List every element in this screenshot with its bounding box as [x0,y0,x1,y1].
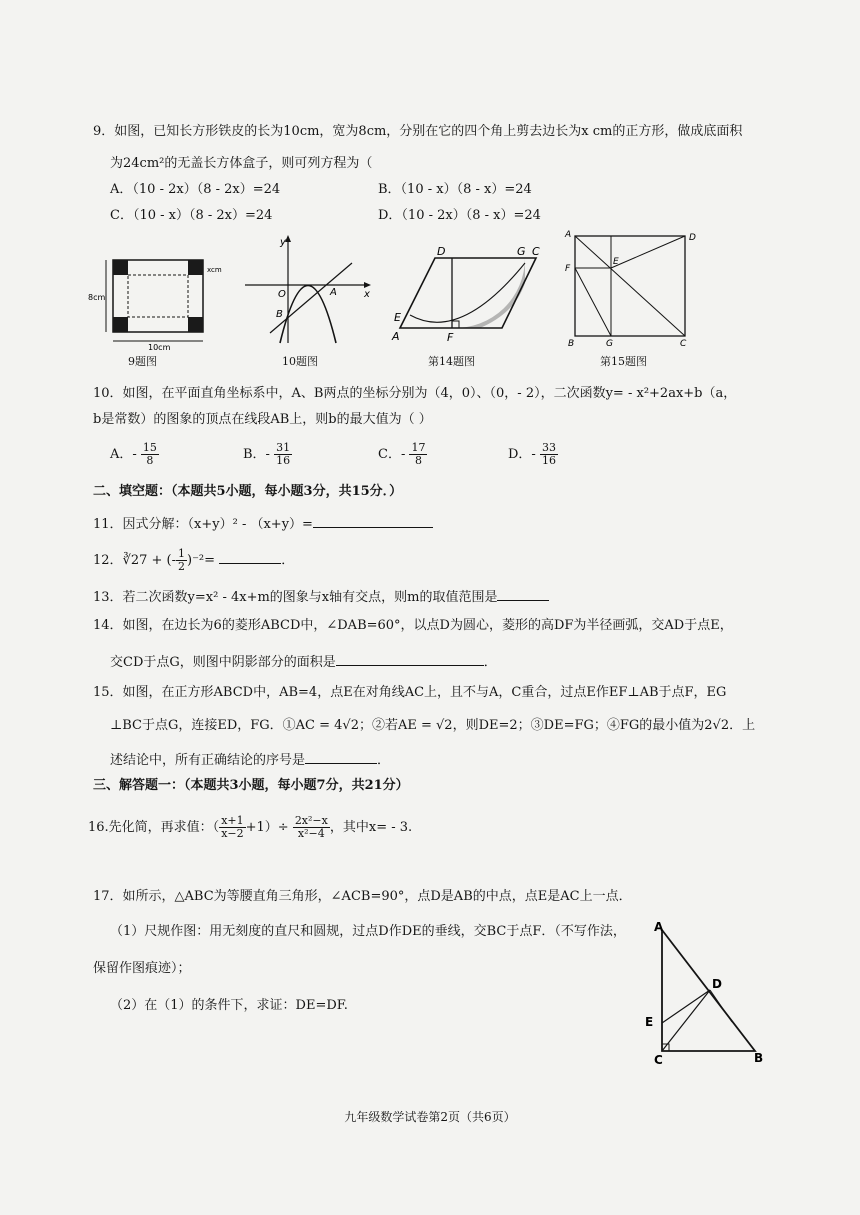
fig14-caption: 第14题图 [428,355,475,368]
q17-line1: 17．如所示，△ABC为等腰直角三角形，∠ACB=90°，点D是AB的中点，点E是AC上一点． [93,889,632,904]
q9-line1: 9．如图，已知长方形铁皮的长为10cm，宽为8cm，分别在它的四个角上剪去边长为x cm的正方形，做成底面积 [93,124,743,139]
q10-option-d: D．- $\frac{33}{16}$ [508,441,556,467]
fig17-point-c: C [654,1053,663,1067]
figure-9 [88,255,228,350]
page-footer: 九年级数学试卷第2页（共6页） [344,1110,516,1124]
q12-answer-blank[interactable] [219,549,281,564]
q15-line3: 述结论中，所有正确结论的序号是 ． [110,749,390,770]
figure-14 [390,243,550,343]
section-3-heading: 三、解答题一：（本题共3小题，每小题7分，共21分） [93,778,409,793]
fig17-point-a: A [654,920,664,934]
fig14-point-a: A [392,330,400,343]
fig9-caption: 9题图 [128,355,157,368]
q15-line2: ⊥BC于点G，连接ED，FG．①AC = 4√2；②若AE = √2，则DE=2；③DE=FG；④FG的最小值为2√2．上 [110,718,756,733]
fig15-point-b: B [568,339,575,349]
q9-line2: 为24cm²的无盖长方体盒子，则可列方程为（ [110,156,373,171]
q9-option-b: B．（10 - x）（8 - x）=24 [378,182,532,197]
fig14-point-c: C [532,245,540,258]
section-2-heading: 二、填空题：（本题共5小题，每小题3分，共15分．） [93,484,403,499]
q9-option-a: A．（10 - 2x）（8 - 2x）=24 [110,182,281,197]
fig10-x-label: x [364,289,370,300]
q14-answer-blank[interactable] [336,651,484,666]
q14-line1: 14．如图，在边长为6的菱形ABCD中，∠DAB=60°，以点D为圆心，菱形的高DF为半径画弧，交AD于点E， [93,618,733,633]
q15-line1: 15．如图，在正方形ABCD中，AB=4，点E在对角线AC上，且不与A，C重合，过点E作EF⊥AB于点F，EG [93,685,727,700]
q11: 11．因式分解：（x+y）² - （x+y）= [93,513,433,534]
q15-answer-blank[interactable] [305,749,377,764]
q13-answer-blank[interactable] [497,586,549,601]
fig17-point-d: D [712,977,722,991]
q9-option-d: D．（10 - 2x）（8 - x）=24 [378,208,541,223]
fig17-point-b: B [754,1051,764,1065]
fig15-point-a: A [565,230,572,240]
q11-answer-blank[interactable] [313,513,433,528]
fig10-point-b: B [276,309,283,320]
fig15-point-f: F [565,264,571,274]
q14-line2: 交CD于点G，则图中阴影部分的面积是 ． [110,651,497,672]
q17-line4: （2）在（1）的条件下，求证：DE=DF. [110,998,348,1013]
fig9-height-label: 8cm [88,293,106,302]
figure-10 [240,233,375,351]
fig10-point-a: A [330,287,337,298]
fig15-point-c: C [680,339,687,349]
fig9-corner-label: xcm [207,266,222,274]
fig10-y-label: y [280,237,286,248]
figure-17 [640,918,770,1068]
fig10-caption: 10题图 [282,355,318,368]
q16: 16.先化简，再求值：（ $\frac{x+1}{x-2}$ +1）÷ $\frac{\text{2x²−x}}{\text{x²−4}}$ ，其中x= - 3. [88,814,413,840]
q17-line2: （1）尺规作图：用无刻度的直尺和圆规，过点D作DE的垂线，交BC于点F．（不写作法， [110,924,626,939]
fig14-point-d: D [437,245,446,258]
q10-line1: 10．如图，在平面直角坐标系中，A、B两点的坐标分别为（4，0）、（0，- 2），二次函数y= - x²+2ax+b（a， [93,386,737,401]
fig10-origin-label: O [278,289,286,300]
q10-option-a: A．- $\frac{15}{8}$ [110,441,157,467]
q10-option-c: C．- $\frac{17}{8}$ [378,441,426,467]
fig15-caption: 第15题图 [600,355,647,368]
fig17-point-e: E [645,1015,654,1029]
q12: 12．∛27 + (- $\frac{1}{2}$ )⁻²= ． [93,547,295,573]
fig14-point-e: E [394,311,401,324]
fig15-point-e: E [613,257,619,267]
figure-15 [565,228,705,348]
q17-line3: 保留作图痕迹）； [93,961,191,976]
fig14-point-g: G [517,245,526,258]
fig14-point-f: F [447,331,454,344]
q9-option-c: C．（10 - x）（8 - 2x）=24 [110,208,273,223]
q13: 13．若二次函数y=x² - 4x+m的图象与x轴有交点，则m的取值范围是 [93,586,549,607]
fig15-point-g: G [606,339,613,349]
q10-line2: b是常数）的图象的顶点在线段AB上，则b的最大值为（ ） [93,412,432,427]
fig9-width-label: 10cm [148,343,171,352]
fig15-point-d: D [689,233,696,243]
q10-option-b: B．- $\frac{31}{16}$ [243,441,291,467]
